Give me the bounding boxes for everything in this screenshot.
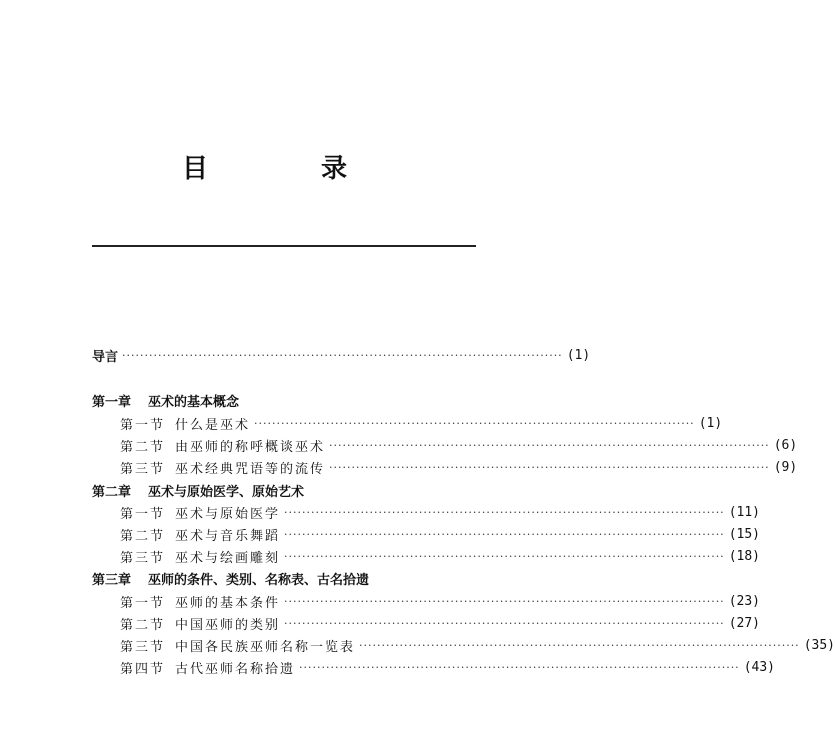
section-number: 第三节 xyxy=(120,461,166,477)
dot-leader: ·································································································· xyxy=(359,638,800,652)
chapter-title: 巫师的条件、类别、名称表、古名拾遗 xyxy=(148,572,370,588)
dot-leader: ·································································································· xyxy=(284,594,725,608)
section-title: 巫师的基本条件 xyxy=(175,595,281,611)
section-title: 巫术经典咒语等的流传 xyxy=(175,461,326,477)
page-number: (18) xyxy=(728,548,760,564)
dot-leader: ·································································································· xyxy=(284,527,725,541)
page-number: (23) xyxy=(728,593,760,609)
dot-leader: ·································································································· xyxy=(329,438,770,452)
section-number: 第三节 xyxy=(120,639,166,655)
chapter-heading[interactable] xyxy=(92,568,369,588)
section-title: 巫术与原始医学 xyxy=(175,506,281,522)
page-number: (6) xyxy=(773,437,798,453)
dot-leader: ·································································································· xyxy=(284,616,725,630)
toc-entry-section[interactable] xyxy=(120,591,760,611)
section-title: 巫术与音乐舞蹈 xyxy=(175,528,281,544)
toc-entry-intro[interactable] xyxy=(92,345,591,365)
toc-entry-section[interactable] xyxy=(120,413,723,433)
page-number: (15) xyxy=(728,526,760,542)
page-number: (1) xyxy=(566,347,591,363)
section-number: 第一节 xyxy=(120,595,166,611)
dot-leader: ·································································································· xyxy=(254,416,695,430)
dot-leader: ·································································································· xyxy=(329,460,770,474)
page-number: (11) xyxy=(728,504,760,520)
page-number: (43) xyxy=(743,659,775,675)
page-number: (35) xyxy=(803,637,835,653)
toc-entry-section[interactable] xyxy=(120,457,798,477)
dot-leader: ·································································································· xyxy=(284,549,725,563)
page-number: (1) xyxy=(698,415,723,431)
chapter-title: 巫术与原始医学、原始艺术 xyxy=(148,484,305,500)
chapter-number: 第三章 xyxy=(92,572,132,588)
section-title: 中国各民族巫师名称一览表 xyxy=(175,639,356,655)
chapter-title: 巫术的基本概念 xyxy=(148,394,240,410)
section-number: 第二节 xyxy=(120,439,166,455)
page-number: (9) xyxy=(773,459,798,475)
chapter-heading[interactable] xyxy=(92,480,304,500)
section-title: 由巫师的称呼概谈巫术 xyxy=(175,439,326,455)
page-number: (27) xyxy=(728,615,760,631)
section-number: 第三节 xyxy=(120,550,166,566)
dot-leader: ·································································································· xyxy=(284,505,725,519)
toc-entry-section[interactable] xyxy=(120,635,835,655)
dot-leader: ·································································································· xyxy=(122,348,563,362)
dot-leader: ·································································································· xyxy=(299,660,740,674)
toc-entry-section[interactable] xyxy=(120,546,760,566)
toc-entry-section[interactable] xyxy=(120,435,798,455)
section-number: 第四节 xyxy=(120,661,166,677)
toc-entry-section[interactable] xyxy=(120,524,760,544)
chapter-number: 第二章 xyxy=(92,484,132,500)
section-number: 第一节 xyxy=(120,417,166,433)
chapter-heading[interactable] xyxy=(92,390,239,410)
title-divider xyxy=(92,245,476,247)
section-number: 第二节 xyxy=(120,617,166,633)
section-title: 中国巫师的类别 xyxy=(175,617,281,633)
toc-entry-section[interactable] xyxy=(120,502,760,522)
page-title: 目 录 xyxy=(181,154,400,184)
section-number: 第一节 xyxy=(120,506,166,522)
chapter-number: 第一章 xyxy=(92,394,132,410)
section-title: 什么是巫术 xyxy=(175,417,251,433)
section-title: 古代巫师名称拾遗 xyxy=(175,661,296,677)
toc-entry-section[interactable] xyxy=(120,613,760,633)
intro-label: 导言 xyxy=(92,349,119,365)
toc-entry-section[interactable] xyxy=(120,657,775,677)
section-number: 第二节 xyxy=(120,528,166,544)
section-title: 巫术与绘画雕刻 xyxy=(175,550,281,566)
